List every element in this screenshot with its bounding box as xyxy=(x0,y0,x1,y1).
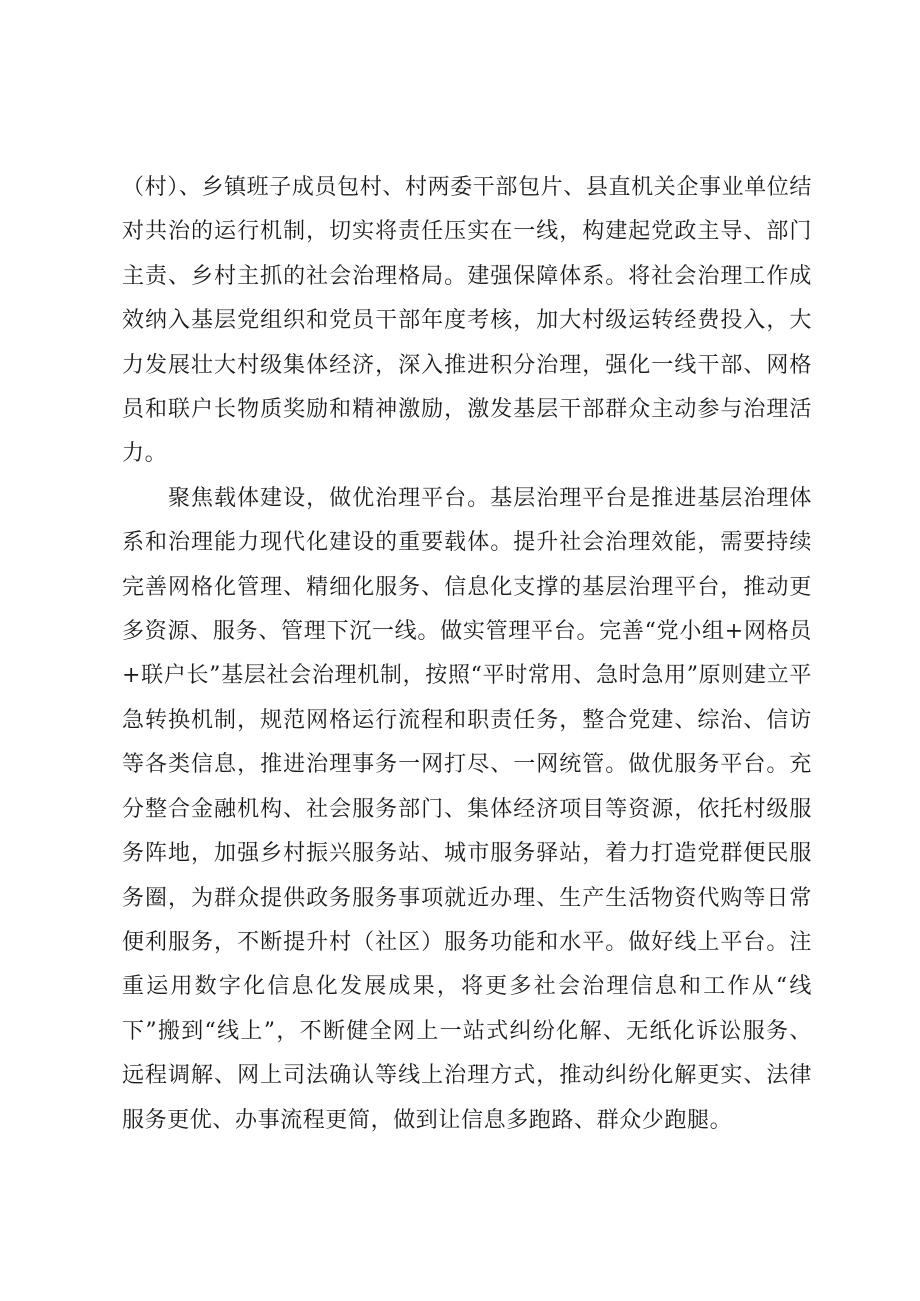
document-body xyxy=(122,166,812,1143)
paragraph-continuation: （村）、乡镇班子成员包村、村两委干部包片、县直机关企事业单位结对共治的运行机制，切实将责任压实在一线，构建起党政主导、部门主责、乡村主抓的社会治理格局。建强保障体系。将社会治理工作成效纳入基层党组织和党员干部年度考核，加大村级运转经费投入，大力发展壮大村级集体经济，深入推进积分治理，强化一线干部、网格员和联户长物质奖励和精神激励，激发基层干部群众主动参与治理活力。 xyxy=(122,175,812,467)
paragraph-governance-platform: 聚焦载体建设，做优治理平台。基层治理平台是推进基层治理体系和治理能力现代化建设的重要载体。提升社会治理效能，需要持续完善网格化管理、精细化服务、信息化支撑的基层治理平台，推动更多资源、服务、管理下沉一线。做实管理平台。完善“党小组+网格员+联户长”基层社会治理机制，按照“平时常用、急时急用”原则建立平急转换机制，规范网格运行流程和职责任务，整合党建、综治、信访等各类信息，推进治理事务一网打尽、一网统管。做优服务平台。充分整合金融机构、社会服务部门、集体经济项目等资源，依托村级服务阵地，加强乡村振兴服务站、城市服务驿站，着力打造党群便民服务圈，为群众提供政务服务事项就近办理、生产生活物资代购等日常便利服务，不断提升村（社区）服务功能和水平。做好线上平台。注重运用数字化信息化发展成果，将更多社会治理信息和工作从“线下”搬到“线上”，不断健全网上一站式纠纷化解、无纸化诉讼服务、远程调解、网上司法确认等线上治理方式，推动纠纷化解更实、法律服务更优、办事流程更简，做到让信息多跑路、群众少跑腿。 xyxy=(122,485,812,1133)
